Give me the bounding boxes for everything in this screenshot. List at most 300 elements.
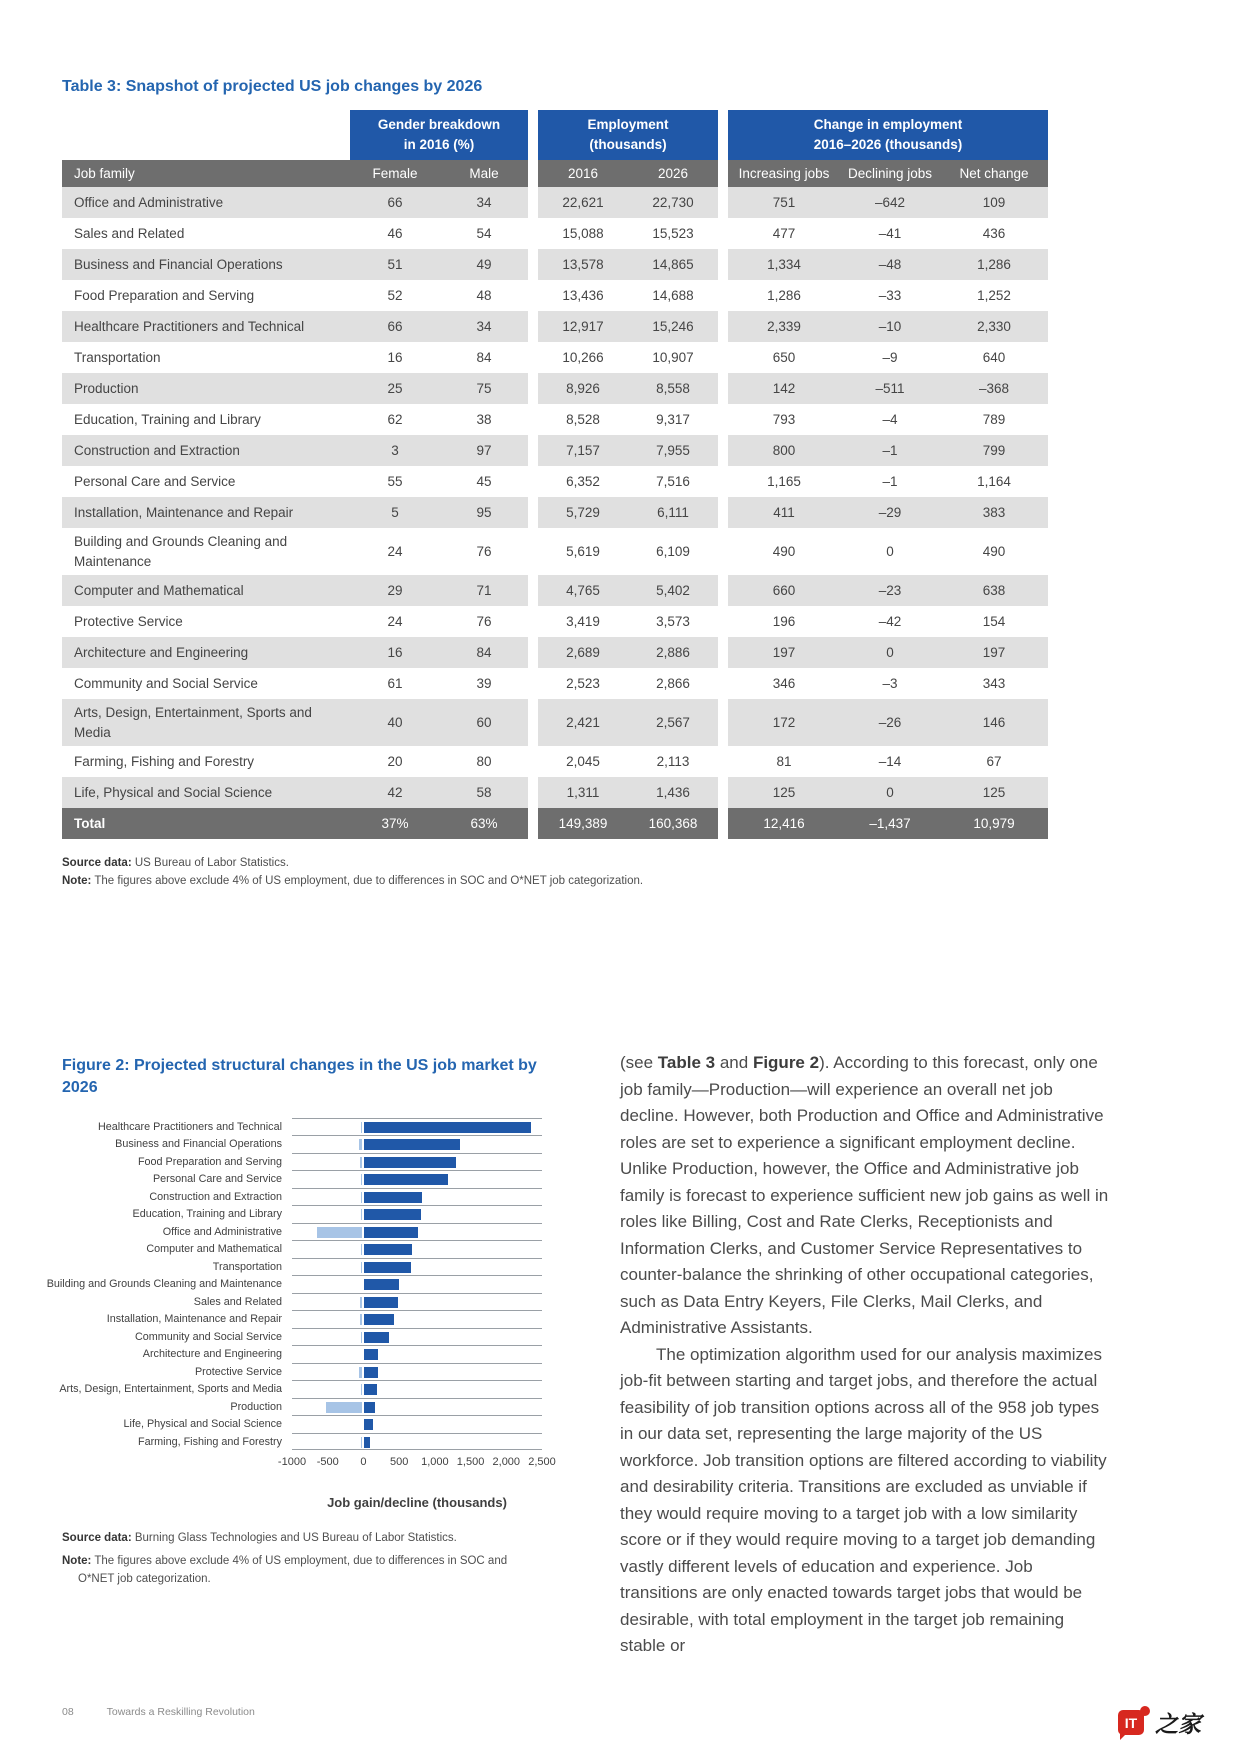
chart-plot-area [292, 1153, 542, 1171]
column-gap [528, 110, 538, 160]
chart-category-label: Business and Financial Operations [115, 1138, 282, 1151]
value-cell: –511 [840, 373, 940, 404]
value-cell: 13,436 [562, 288, 604, 303]
job-family-cell: Production [62, 373, 350, 404]
value-cell: 109 [940, 187, 1048, 218]
chart-tick-label: -1000 [277, 1456, 307, 1469]
value-cell: 172 [728, 699, 840, 746]
note-label: Note: [62, 1555, 92, 1568]
chart-plot-area [292, 1328, 542, 1346]
value-cell: 789 [982, 412, 1006, 427]
value-cell: 2,421 [538, 699, 628, 746]
value-cell: 197 [940, 637, 1048, 668]
group-header-change [728, 110, 1048, 160]
body-text: ). According to this forecast, only one job family—Production—will experience an overall net job decline. However, both Production and Office and Administrative roles are set to experience a significant employment decline. Unlike Production, however, the Office and Administrative job family is forecast to experience sufficient new job gains as well in roles like Billing, Cost and Rate Clerks, Receptionists and Information Clerks, and Customer Service Representatives to counter-balance the shrinking of other occupational categories, such as Data Entry Keyers, File Clerks, Mail Clerks, and Administrative Assistants. [620, 1053, 1109, 1337]
column-gap [718, 404, 728, 435]
column-gap [718, 435, 728, 466]
table-row [62, 404, 1048, 435]
table-row [62, 218, 1048, 249]
value-cell: 3,573 [656, 614, 690, 630]
bar-increasing [364, 1332, 389, 1343]
value-cell: 0 [886, 544, 894, 560]
value-cell: 3,419 [566, 614, 600, 630]
column-gap [528, 808, 538, 839]
value-cell: 29 [350, 575, 440, 606]
value-cell: 22,621 [538, 187, 628, 218]
value-cell: 81 [776, 754, 792, 770]
chart-category-label: Arts, Design, Entertainment, Sports and Media [59, 1383, 282, 1396]
table-row [62, 637, 1048, 668]
chart-category-label: Computer and Mathematical [146, 1243, 282, 1256]
table-total-row [62, 808, 1048, 839]
chart-plot-area [292, 1380, 542, 1398]
table3-note [62, 873, 1048, 891]
chart-plot-area [292, 1258, 542, 1276]
value-cell: 477 [772, 226, 796, 241]
value-cell: 650 [772, 350, 796, 365]
value-cell: 490 [772, 544, 796, 560]
col-header-declining-jobs: Declining jobs [840, 160, 940, 187]
table3-column-header-row [62, 160, 1048, 187]
column-gap [718, 699, 728, 746]
body-text-column [620, 1050, 1112, 1660]
job-family-cell: Farming, Fishing and Forestry [74, 753, 255, 769]
column-gap [528, 575, 538, 606]
chart-plot-area [292, 1205, 542, 1223]
value-cell: 16 [350, 637, 440, 668]
value-cell: 49 [440, 249, 528, 280]
value-cell: 6,111 [628, 497, 718, 528]
total-value-cell: 63% [440, 808, 528, 839]
bar-increasing [364, 1244, 411, 1255]
value-cell: –14 [878, 754, 902, 770]
column-gap [718, 342, 728, 373]
chart-category-label: Production [230, 1400, 282, 1413]
chart-row [40, 1170, 550, 1188]
value-cell: 1,286 [767, 288, 801, 303]
chart-category-label: Life, Physical and Social Science [123, 1418, 282, 1431]
value-cell: 800 [728, 435, 840, 466]
value-cell: 15,246 [628, 311, 718, 342]
bar-declining [361, 1122, 362, 1133]
column-gap [528, 497, 538, 528]
bar-declining [361, 1437, 362, 1448]
table-row [62, 342, 1048, 373]
table-row [62, 466, 1048, 497]
value-cell: 2,689 [538, 637, 628, 668]
chart-category-label: Sales and Related [193, 1295, 282, 1308]
bar-increasing [364, 1314, 393, 1325]
figure2-source-note [62, 1530, 542, 1548]
chart-category-label: Transportation [212, 1260, 282, 1273]
value-cell: 46 [387, 226, 403, 241]
col-header-increasing-jobs: Increasing jobs [728, 160, 840, 187]
job-family-cell: Community and Social Service [74, 675, 258, 691]
table-row [62, 187, 1048, 218]
table3-body [62, 187, 1048, 839]
value-cell: 45 [476, 474, 492, 489]
chart-row [40, 1223, 550, 1241]
value-cell: 24 [387, 614, 403, 630]
chart-plot-area [292, 1310, 542, 1328]
value-cell: 7,955 [628, 435, 718, 466]
chart-category-label: Personal Care and Service [152, 1173, 282, 1186]
bar-increasing [364, 1209, 421, 1220]
value-cell: 8,926 [538, 373, 628, 404]
value-cell: 15,523 [652, 226, 694, 241]
figure2-notes [62, 1530, 542, 1588]
table-row [62, 746, 1048, 777]
column-gap [718, 668, 728, 699]
col-header-male: Male [440, 160, 528, 187]
bar-increasing [364, 1174, 447, 1185]
chart-plot-area [292, 1293, 542, 1311]
job-family-cell: Architecture and Engineering [62, 637, 350, 668]
value-cell: 34 [440, 311, 528, 342]
table-row [62, 249, 1048, 280]
chart-category-label: Community and Social Service [134, 1330, 282, 1343]
figure2-title: Figure 2: Projected structural changes in the US job market by 2026 [62, 1057, 537, 1097]
total-value-cell: 37% [350, 808, 440, 839]
value-cell: –42 [878, 614, 902, 630]
job-family-cell: Food Preparation and Serving [74, 287, 255, 303]
column-gap [528, 373, 538, 404]
column-gap [718, 218, 728, 249]
value-cell: 125 [940, 777, 1048, 808]
table-row [62, 575, 1048, 606]
chart-category-label: Education, Training and Library [132, 1208, 282, 1221]
value-cell: 660 [728, 575, 840, 606]
value-cell: 75 [440, 373, 528, 404]
chart-row [40, 1205, 550, 1223]
group-header-line: in 2016 (%) [403, 137, 475, 152]
value-cell: 97 [440, 435, 528, 466]
chart-plot-area [292, 1398, 542, 1416]
chart-row [40, 1275, 550, 1293]
value-cell: 14,865 [628, 249, 718, 280]
value-cell: 3 [350, 435, 440, 466]
job-family-cell: Construction and Extraction [62, 435, 350, 466]
value-cell: 9,317 [656, 412, 690, 427]
value-cell: 25 [350, 373, 440, 404]
value-cell: 2,886 [628, 637, 718, 668]
group-header-blank [62, 110, 350, 160]
column-gap [528, 160, 538, 187]
table-row [62, 668, 1048, 699]
value-cell: 5,729 [538, 497, 628, 528]
note-text: The figures above exclude 4% of US employment, due to differences in SOC and O*NET job categorization. [78, 1555, 508, 1585]
chart-row [40, 1258, 550, 1276]
value-cell: 66 [350, 187, 440, 218]
column-gap [528, 311, 538, 342]
value-cell: 1,436 [628, 777, 718, 808]
chart-plot-area [292, 1223, 542, 1241]
column-gap [528, 404, 538, 435]
chart-row [40, 1433, 550, 1451]
column-gap [528, 746, 538, 777]
table-row [62, 435, 1048, 466]
job-family-cell: Transportation [74, 349, 161, 365]
chart-row [40, 1188, 550, 1206]
value-cell: 54 [476, 226, 492, 241]
value-cell: 0 [840, 637, 940, 668]
value-cell: –26 [840, 699, 940, 746]
column-gap [528, 218, 538, 249]
value-cell: 196 [772, 614, 796, 630]
source-label: Source data: [62, 1532, 132, 1545]
column-gap [718, 528, 728, 575]
column-gap [718, 637, 728, 668]
value-cell: 39 [476, 676, 492, 692]
column-gap [718, 187, 728, 218]
bar-increasing [364, 1157, 456, 1168]
bar-increasing [364, 1349, 378, 1360]
column-gap [528, 280, 538, 311]
chart-tick-label: 1,000 [421, 1456, 449, 1469]
value-cell: 61 [387, 676, 403, 692]
column-gap [528, 187, 538, 218]
figure2-note [62, 1553, 542, 1589]
chart-x-axis-title: Job gain/decline (thousands) [327, 1495, 507, 1511]
group-header-line: (thousands) [589, 137, 667, 152]
table-row [62, 280, 1048, 311]
column-gap [528, 777, 538, 808]
table3-source-note [62, 855, 1048, 873]
total-value-cell: –1,437 [840, 808, 940, 839]
chart-category-label: Healthcare Practitioners and Technical [97, 1120, 282, 1133]
value-cell: 751 [728, 187, 840, 218]
bar-declining [360, 1297, 363, 1308]
value-cell: 2,866 [656, 676, 690, 692]
chart-x-axis [277, 1456, 556, 1471]
group-header-line: Gender breakdown [377, 116, 501, 132]
value-cell: 793 [772, 412, 796, 427]
job-family-cell: Sales and Related [74, 225, 185, 241]
chart-category-label: Protective Service [194, 1365, 282, 1378]
ithome-logo-it-text: IT [1124, 1714, 1138, 1731]
column-gap [718, 249, 728, 280]
value-cell: 383 [940, 497, 1048, 528]
page-footer [62, 1706, 255, 1718]
column-gap [528, 466, 538, 497]
value-cell: –48 [840, 249, 940, 280]
chart-row [40, 1240, 550, 1258]
bar-declining [360, 1314, 362, 1325]
value-cell: 55 [387, 474, 403, 489]
chart-row [40, 1345, 550, 1363]
value-cell: 1,311 [538, 777, 628, 808]
value-cell: 2,567 [628, 699, 718, 746]
value-cell: 84 [440, 637, 528, 668]
column-gap [718, 466, 728, 497]
value-cell: 62 [387, 412, 403, 427]
chart-row [40, 1293, 550, 1311]
note-label: Note: [62, 875, 92, 888]
bar-increasing [364, 1367, 378, 1378]
value-cell: –9 [882, 350, 898, 365]
chart-row [40, 1380, 550, 1398]
chart-plot-area [292, 1188, 542, 1206]
total-label-cell: Total [62, 808, 350, 839]
body-text: The optimization algorithm used for our analysis maximizes job-fit between starting and target jobs, and therefore the actual feasibility of job transition options across all of the 958 job types in our data set, representing the large majority of the US workforce. Job transition options are filtered according to viability and desirability criteria. Transitions are excluded as unviable if they would require moving to a target job with a low similarity score or if they would require moving to a target job demanding vastly different levels of education and experience. Job transitions are only enacted towards target jobs that would be desirable, with total employment in the target job remaining stable or [620, 1344, 1107, 1655]
figure2-chart [40, 1118, 556, 1511]
column-gap [528, 528, 538, 575]
value-cell: 16 [387, 350, 403, 365]
value-cell: 1,164 [977, 474, 1011, 489]
col-header-2026: 2026 [628, 160, 718, 187]
bar-declining [361, 1262, 362, 1273]
value-cell: 12,917 [538, 311, 628, 342]
column-gap [718, 373, 728, 404]
column-gap [528, 606, 538, 637]
chart-row [40, 1415, 550, 1433]
chart-tick-label: 1,500 [456, 1456, 485, 1469]
table3-title: Table 3: Snapshot of projected US job changes by 2026 [62, 78, 483, 95]
value-cell: –642 [840, 187, 940, 218]
group-header-gender [350, 110, 528, 160]
value-cell: 40 [350, 699, 440, 746]
table-row [62, 699, 1048, 746]
value-cell: 0 [840, 777, 940, 808]
value-cell: –10 [840, 311, 940, 342]
value-cell: 436 [982, 226, 1006, 241]
source-text: US Bureau of Labor Statistics. [131, 857, 289, 870]
bar-increasing [364, 1437, 370, 1448]
table-row [62, 373, 1048, 404]
table-row [62, 777, 1048, 808]
chart-plot-area [292, 1415, 542, 1433]
source-label: Source data: [62, 857, 132, 870]
bar-increasing [364, 1384, 376, 1395]
column-gap [718, 746, 728, 777]
chart-plot-area [292, 1433, 542, 1451]
chart-plot-area [292, 1275, 542, 1293]
group-header-line: Employment [587, 116, 669, 132]
column-gap [528, 435, 538, 466]
chart-plot-area [292, 1345, 542, 1363]
value-cell: –1 [882, 474, 898, 489]
chart-row [40, 1135, 550, 1153]
column-gap [528, 668, 538, 699]
value-cell: 197 [728, 637, 840, 668]
group-header-line: Change in employment [813, 116, 963, 132]
column-gap [718, 160, 728, 187]
value-cell: –23 [840, 575, 940, 606]
column-gap [528, 249, 538, 280]
value-cell: 22,730 [628, 187, 718, 218]
chart-category-label: Construction and Extraction [149, 1190, 282, 1203]
value-cell: 346 [772, 676, 796, 692]
job-family-cell: Life, Physical and Social Science [62, 777, 350, 808]
chart-plot-area [292, 1240, 542, 1258]
total-value-cell: 160,368 [628, 808, 718, 839]
chart-tick-label: -500 [316, 1456, 339, 1469]
job-family-cell: Business and Financial Operations [62, 249, 350, 280]
value-cell: 95 [440, 497, 528, 528]
bar-increasing [364, 1297, 398, 1308]
chart-plot-area [292, 1135, 542, 1153]
body-bold-text: Figure 2 [752, 1053, 820, 1072]
bar-increasing [364, 1279, 399, 1290]
column-gap [718, 606, 728, 637]
bar-declining [361, 1174, 362, 1185]
value-cell: 154 [982, 614, 1006, 630]
value-cell: 5,619 [566, 544, 600, 560]
value-cell: 42 [350, 777, 440, 808]
value-cell: 799 [940, 435, 1048, 466]
column-gap [528, 699, 538, 746]
value-cell: 6,352 [566, 474, 600, 489]
total-value-cell: 12,416 [728, 808, 840, 839]
column-gap [718, 311, 728, 342]
value-cell: 8,558 [628, 373, 718, 404]
value-cell: 84 [476, 350, 492, 365]
value-cell: 14,688 [652, 288, 694, 303]
chart-category-label: Food Preparation and Serving [137, 1155, 282, 1168]
chart-rows [40, 1118, 550, 1451]
body-text: (see [620, 1053, 658, 1072]
value-cell: 142 [728, 373, 840, 404]
value-cell: –33 [878, 288, 902, 303]
body-paragraph [620, 1050, 1112, 1342]
chart-row [40, 1153, 550, 1171]
col-header-job-family: Job family [62, 160, 350, 187]
value-cell: 2,523 [566, 676, 600, 692]
footer-doc-title: Towards a Reskilling Revolution [106, 1706, 255, 1718]
bar-declining [361, 1192, 362, 1203]
bar-declining [361, 1209, 362, 1220]
chart-row [40, 1328, 550, 1346]
value-cell: 2,330 [940, 311, 1048, 342]
chart-plot-area [292, 1363, 542, 1381]
value-cell: 76 [476, 614, 492, 630]
ithome-logo-bubble [1118, 1710, 1144, 1735]
value-cell: 51 [350, 249, 440, 280]
value-cell: –3 [882, 676, 898, 692]
group-header-employment [538, 110, 718, 160]
bar-increasing [364, 1139, 459, 1150]
group-header-line: 2016–2026 (thousands) [813, 137, 963, 152]
value-cell: –29 [840, 497, 940, 528]
value-cell: 4,765 [538, 575, 628, 606]
value-cell: –41 [878, 226, 902, 241]
value-cell: 76 [476, 544, 492, 560]
value-cell: 146 [940, 699, 1048, 746]
bar-declining [359, 1367, 362, 1378]
value-cell: 8,528 [566, 412, 600, 427]
value-cell: 67 [986, 754, 1002, 770]
table-row [62, 606, 1048, 637]
col-header-net-change: Net change [940, 160, 1048, 187]
chart-tick-label: 0 [360, 1456, 367, 1469]
chart-plot-area [292, 1118, 542, 1136]
column-gap [718, 808, 728, 839]
bar-declining [326, 1402, 363, 1413]
value-cell: 1,165 [767, 474, 801, 489]
chart-row [40, 1398, 550, 1416]
chart-category-label: Building and Grounds Cleaning and Maintenance [46, 1278, 282, 1291]
value-cell: 58 [440, 777, 528, 808]
value-cell: 2,113 [656, 754, 690, 770]
value-cell: 1,252 [977, 288, 1011, 303]
table3-group-header-row [62, 110, 1048, 160]
bar-increasing [364, 1122, 531, 1133]
bar-increasing [364, 1192, 421, 1203]
value-cell: 48 [476, 288, 492, 303]
chart-tick-label: 500 [389, 1456, 409, 1469]
value-cell: 15,088 [562, 226, 604, 241]
value-cell: 1,334 [728, 249, 840, 280]
